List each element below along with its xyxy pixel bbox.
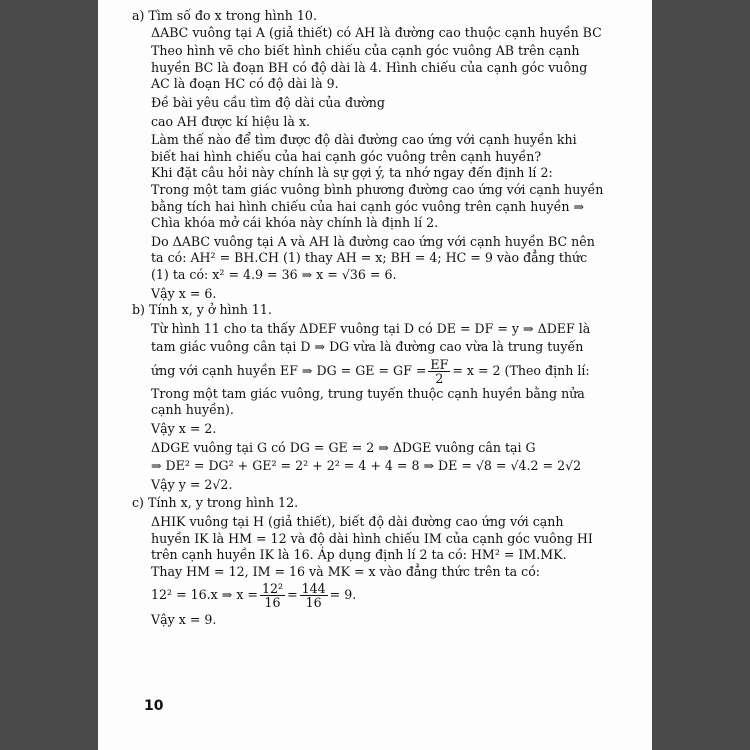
text-line: bằng tích hai hình chiếu của hai cạnh góc vuông trên cạnh huyền ⇒ — [151, 198, 585, 214]
fraction-denominator: 16 — [264, 595, 281, 611]
text-line: AC là đoạn HC có độ dài là 9. — [151, 76, 339, 92]
page-number: 10 — [144, 698, 164, 714]
text-line: Chìa khóa mở cái khóa này chính là định lí 2. — [151, 215, 439, 231]
text-line: Thay HM = 12, IM = 16 và MK = x vào đẳng thức trên ta có: — [151, 563, 541, 579]
equals-sign: = — [287, 587, 298, 603]
text-line: huyền BC là đoạn BH có độ dài là 4. Hình chiếu của cạnh góc vuông — [151, 59, 588, 75]
text-line: ΔABC vuông tại A (giả thiết) có AH là đường cao thuộc cạnh huyền BC — [151, 24, 602, 40]
text-line: huyền IK là HM = 12 và độ dài hình chiếu IM của cạnh góc vuông HI — [151, 530, 593, 546]
fraction-numerator: 12² — [261, 581, 284, 597]
text-segment: 12² = 16.x ⇒ x = — [151, 587, 258, 603]
text-segment: ứng với cạnh huyền EF ⇒ DG = GE = GF = — [151, 362, 427, 378]
text-line: ⇒ DE² = DG² + GE² = 2² + 2² = 4 + 4 = 8 ⇒ DE = √8 = √4.2 = 2√2 — [151, 458, 582, 474]
text-line: Vậy y = 2√2. — [151, 476, 233, 492]
text-line: cạnh huyền). — [151, 402, 234, 418]
text-line: Theo hình vẽ cho biết hình chiếu của cạnh góc vuông AB trên cạnh — [151, 43, 580, 59]
text-line: cao AH được kí hiệu là x. — [151, 113, 311, 129]
fraction-144-over-16 — [300, 582, 328, 609]
text-line: trên cạnh huyền IK là 16. Áp dụng định lí 2 ta có: HM² = IM.MK. — [151, 547, 567, 563]
formula-line-x — [132, 580, 642, 610]
text-line: Vậy x = 2. — [151, 421, 217, 437]
text-line: Làm thế nào để tìm được độ dài đường cao ứng với cạnh huyền khi — [151, 132, 577, 148]
text-segment: = x = 2 (Theo định lí: — [452, 362, 590, 378]
viewer-left-margin — [0, 0, 98, 750]
text-line: ΔDGE vuông tại G có DG = GE = 2 ⇒ ΔDGE vuông cân tại G — [151, 439, 536, 455]
text-line: ΔHIK vuông tại H (giả thiết), biết độ dài đường cao ứng với cạnh — [151, 514, 564, 530]
text-line: (1) ta có: x² = 4.9 = 36 ⇒ x = √36 = 6. — [151, 266, 397, 282]
fraction-denominator: 16 — [305, 595, 322, 611]
heading-part-a: a) Tìm số đo x trong hình 10. — [132, 8, 317, 23]
text-line: Vậy x = 6. — [151, 285, 217, 301]
formula-line-ef — [132, 356, 642, 386]
heading-part-b: b) Tính x, y ở hình 11. — [132, 302, 272, 318]
text-line: Trong một tam giác vuông, trung tuyến thuộc cạnh huyền bằng nửa — [151, 385, 585, 401]
text-line: ta có: AH² = BH.CH (1) thay AH = x; BH = 4; HC = 9 vào đẳng thức — [151, 250, 588, 266]
text-segment: = 9. — [329, 587, 357, 603]
page-body — [132, 8, 642, 629]
text-line: Từ hình 11 cho ta thấy ΔDEF vuông tại D có DE = DF = y ⇒ ΔDEF là — [151, 320, 591, 336]
fraction-numerator: EF — [430, 356, 449, 372]
viewer-right-margin — [652, 0, 750, 750]
text-line: Do ΔABC vuông tại A và AH là đường cao ứng với cạnh huyền BC nên — [151, 233, 595, 249]
fraction-12sq-over-16 — [260, 582, 285, 609]
document-page — [98, 0, 652, 750]
heading-part-c: c) Tính x, y trong hình 12. — [132, 495, 299, 511]
text-line: biết hai hình chiếu của hai cạnh góc vuông trên cạnh huyền? — [151, 148, 542, 164]
fraction-numerator: 144 — [301, 581, 326, 597]
fraction-denominator: 2 — [435, 370, 444, 386]
text-line: Đề bài yêu cầu tìm độ dài của đường — [151, 94, 385, 110]
fraction-ef-over-2 — [428, 358, 450, 385]
text-line: Vậy x = 9. — [151, 612, 217, 628]
text-line: tam giác vuông cân tại D ⇒ DG vừa là đường cao vừa là trung tuyến — [151, 339, 584, 355]
text-line: Trong một tam giác vuông bình phương đường cao ứng với cạnh huyền — [151, 181, 604, 197]
text-line: Khi đặt câu hỏi này chính là sự gợi ý, ta nhớ ngay đến định lí 2: — [151, 165, 553, 181]
